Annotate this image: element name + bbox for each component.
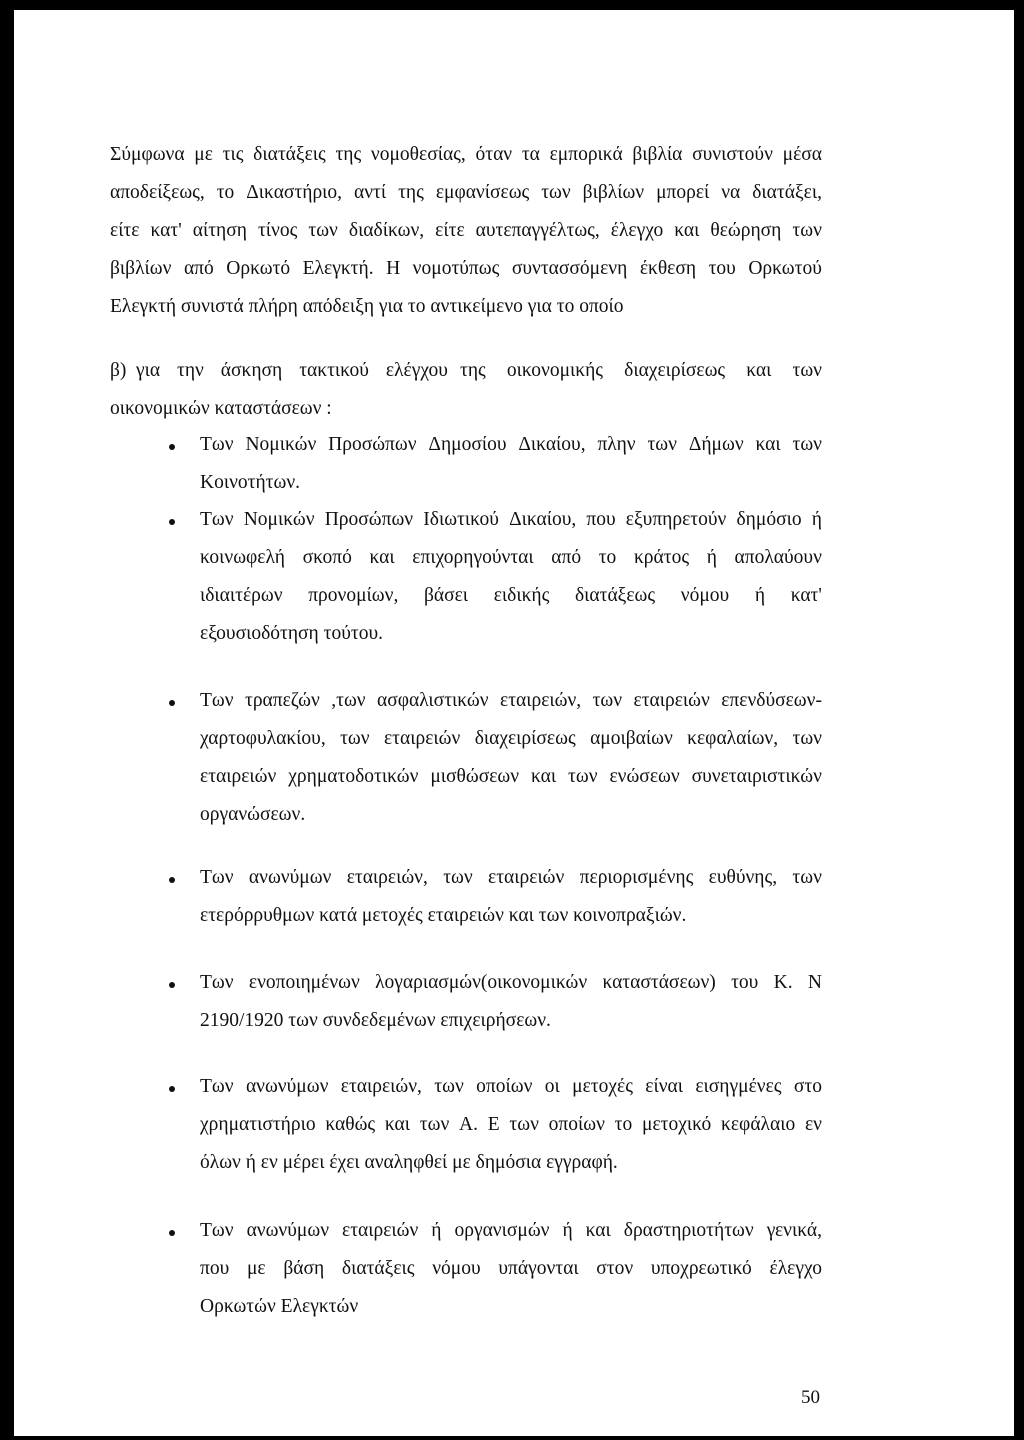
word: Ελεγκτή.	[302, 258, 374, 279]
word: μπορεί	[656, 182, 710, 203]
word: και	[384, 1114, 411, 1135]
word: και	[755, 434, 781, 455]
word: της	[398, 182, 424, 203]
word: αντί	[354, 182, 387, 203]
word: των	[509, 1114, 539, 1135]
word: ειδικής	[493, 585, 550, 606]
word: οι	[544, 1076, 560, 1097]
word: ή	[562, 1220, 573, 1241]
word: βιβλία	[632, 144, 683, 165]
word: των	[308, 220, 338, 241]
word: νομοτύπως	[412, 258, 500, 279]
word: μετοχές	[572, 1076, 633, 1097]
word: το	[614, 1114, 633, 1135]
word: Ε	[487, 1114, 500, 1135]
section-b-line1-left	[136, 360, 448, 382]
word: ανωνύμων	[246, 1220, 330, 1241]
word: διατάξεις	[253, 144, 326, 165]
word: κατ'	[790, 585, 822, 606]
intro-line-4	[110, 258, 822, 280]
word: εμπορικά	[549, 144, 623, 165]
word: κατ'	[150, 220, 182, 241]
word: της	[460, 360, 486, 381]
bullet-4-line-2: ετερόρρυθμων κατά μετοχές εταιρειών και των κοινοπραξιών.	[200, 905, 687, 926]
word: να	[721, 182, 741, 203]
bullet-2-line-3	[200, 585, 822, 607]
document-page	[14, 10, 1014, 1436]
section-b-line1-right	[460, 360, 822, 382]
bullet-dot-1	[169, 444, 175, 450]
word: τις	[222, 144, 244, 165]
word: Ιδιωτικού	[423, 509, 499, 530]
word: αυτεπαγγέλτως,	[475, 220, 600, 241]
bullet-2-line-1	[200, 509, 822, 531]
word: και	[585, 1220, 611, 1241]
word: Των	[200, 972, 234, 993]
bullet-5-line-1	[200, 972, 822, 994]
word: της	[335, 144, 362, 165]
intro-line-5: Ελεγκτή συνιστά πλήρη απόδειξη για το αντικείμενο για το οποίο	[110, 296, 624, 317]
word: εταιρειών,	[346, 867, 428, 888]
word: είναι	[645, 1076, 683, 1097]
word: ανωνύμων	[248, 867, 332, 888]
word: με	[246, 1258, 266, 1279]
word: οποίων	[476, 1076, 533, 1097]
word: πλην	[597, 434, 636, 455]
word: περιορισμένης	[579, 867, 694, 888]
word: Δικαίου,	[509, 509, 577, 530]
word: των	[792, 360, 822, 381]
word: Δήμων	[688, 434, 744, 455]
word: τακτικού	[299, 360, 369, 381]
word: οποίων	[548, 1114, 605, 1135]
word: εν	[804, 1114, 822, 1135]
word: ή	[754, 585, 766, 606]
word: των	[792, 220, 822, 241]
word: συνιστούν	[692, 144, 773, 165]
word: ασφαλιστικών	[377, 690, 489, 711]
word: εταιρειών,	[340, 1076, 422, 1097]
word: Η	[386, 258, 401, 279]
bullet-6-line-3: όλων ή εν μέρει έχει αναληφθεί με δημόσια εγγραφή.	[200, 1152, 618, 1173]
intro-line-3	[110, 220, 822, 242]
word: υποχρεωτικό	[650, 1258, 752, 1279]
word: διατάξεως	[574, 585, 656, 606]
word: όταν	[475, 144, 513, 165]
word: των	[340, 728, 370, 749]
section-b-marker: β)	[110, 360, 127, 381]
word: έλεγχο	[769, 1258, 822, 1279]
word: εταιρειών	[633, 690, 710, 711]
word: του	[731, 972, 759, 993]
word: διαδίκων,	[348, 220, 425, 241]
word: εταιρειών	[383, 728, 461, 749]
word: οικονομικής	[506, 360, 604, 381]
word: που	[200, 1258, 230, 1279]
word: ή	[431, 1220, 442, 1241]
word: οργανισμών	[454, 1220, 550, 1241]
word: Ν	[807, 972, 822, 993]
word: των	[647, 434, 677, 455]
bullet-6-line-1	[200, 1076, 822, 1098]
bullet-2-line-4: εξουσιοδότηση τούτου.	[200, 623, 383, 644]
word: Σύμφωνα	[110, 144, 185, 165]
word: Των	[200, 509, 234, 530]
word: τραπεζών	[244, 690, 320, 711]
word: και	[369, 547, 395, 568]
bullet-6-line-2	[200, 1114, 822, 1136]
word: δραστηριοτήτων	[623, 1220, 754, 1241]
bullet-dot-6	[169, 1086, 175, 1092]
bullet-7-line-3: Ορκωτών Ελεγκτών	[200, 1296, 359, 1317]
word: επιχορηγούνται	[412, 547, 534, 568]
word: Ορκωτό	[226, 258, 291, 279]
word: ελέγχου	[385, 360, 448, 381]
word: αμοιβαίων	[590, 728, 673, 749]
word: από	[183, 258, 214, 279]
word: βιβλίων	[110, 258, 172, 279]
word: αίτηση	[192, 220, 247, 241]
word: ή	[811, 509, 822, 530]
word: Α.	[459, 1114, 478, 1135]
word: άσκηση	[220, 360, 283, 381]
word: κράτος	[633, 547, 690, 568]
word: των	[792, 434, 822, 455]
word: καταστάσεων)	[602, 972, 716, 993]
word: λογαριασμών(οικονομικών	[375, 972, 588, 993]
word: κεφαλαίων,	[687, 728, 779, 749]
word: συνεταιριστικών	[691, 766, 822, 787]
word: Των	[200, 690, 234, 711]
word: τα	[521, 144, 540, 165]
word: και	[746, 360, 772, 381]
word: ,των	[331, 690, 366, 711]
word: εταιρειών	[200, 766, 277, 787]
word: μισθώσεων	[430, 766, 520, 787]
word: βάση	[283, 1258, 325, 1279]
word: των	[792, 728, 822, 749]
word: αποδείξεως,	[110, 182, 205, 203]
bullet-dot-7	[169, 1230, 175, 1236]
word: εταιρειών,	[500, 690, 582, 711]
word: που	[586, 509, 616, 530]
bullet-7-line-2	[200, 1258, 822, 1280]
word: εταιρειών	[342, 1220, 419, 1241]
word: στο	[793, 1076, 822, 1097]
word: Κ.	[773, 972, 793, 993]
word: θεώρηση	[710, 220, 782, 241]
word: κεφάλαιο	[721, 1114, 796, 1135]
word: και	[674, 220, 700, 241]
word: μετοχικό	[642, 1114, 712, 1135]
section-b-line2: οικονομικών καταστάσεων :	[110, 398, 332, 419]
bullet-3-line-4: οργανώσεων.	[200, 804, 306, 825]
word: γενικά,	[766, 1220, 822, 1241]
word: νόμου	[680, 585, 730, 606]
word: Δικαστήριο,	[246, 182, 343, 203]
intro-line-2	[110, 182, 822, 204]
word: το	[216, 182, 235, 203]
word: εισηγμένες	[695, 1076, 782, 1097]
word: Προσώπων	[324, 509, 414, 530]
word: υπάγονται	[498, 1258, 579, 1279]
word: Προσώπων	[328, 434, 417, 455]
word: ευθύνης,	[708, 867, 778, 888]
bullet-1-line-1	[200, 434, 822, 456]
bullet-dot-3	[169, 700, 175, 706]
bullet-dot-4	[169, 877, 175, 883]
word: των	[443, 867, 473, 888]
word: μέσα	[782, 144, 822, 165]
word: Των	[200, 867, 234, 888]
bullet-dot-2	[169, 519, 175, 525]
word: με	[194, 144, 213, 165]
word: απολαύουν	[734, 547, 822, 568]
word: Δικαίου,	[518, 434, 586, 455]
bullet-dot-5	[169, 982, 175, 988]
word: νομοθεσίας,	[370, 144, 466, 165]
intro-line-1	[110, 144, 822, 166]
word: εμφανίσεως	[435, 182, 530, 203]
word: διατάξεις	[341, 1258, 415, 1279]
word: Των	[200, 434, 234, 455]
word: ενοποιημένων	[248, 972, 360, 993]
bullet-5-line-2: 2190/1920 των συνδεδεμένων επιχειρήσεων.	[200, 1010, 551, 1031]
word: εξυπηρετούν	[625, 509, 727, 530]
bullet-4-line-1	[200, 867, 822, 889]
word: ανωνύμων	[245, 1076, 329, 1097]
word: ιδιαιτέρων	[200, 585, 283, 606]
word: των	[541, 182, 571, 203]
bullet-3-line-1	[200, 690, 822, 712]
word: ενώσεων	[609, 766, 680, 787]
word: επενδύσεων-	[721, 690, 822, 711]
word: διαχειρίσεως	[474, 728, 576, 749]
word: των	[419, 1114, 450, 1135]
word: το	[598, 547, 617, 568]
word: για	[136, 360, 161, 381]
word: Νομικών	[245, 434, 317, 455]
bullet-2-line-2	[200, 547, 822, 569]
word: καθώς	[325, 1114, 376, 1135]
word: στον	[596, 1258, 634, 1279]
word: είτε	[435, 220, 465, 241]
word: των	[592, 690, 623, 711]
bullet-7-line-1	[200, 1220, 822, 1242]
word: του	[708, 258, 736, 279]
word: και	[531, 766, 557, 787]
word: Ορκωτού	[748, 258, 822, 279]
word: νόμου	[432, 1258, 481, 1279]
word: Των	[200, 1220, 234, 1241]
word: σκοπό	[302, 547, 352, 568]
word: τίνος	[257, 220, 298, 241]
word: είτε	[110, 220, 140, 241]
word: συντασσόμενη	[511, 258, 628, 279]
word: χρηματοδοτικών	[288, 766, 419, 787]
word: διατάξει,	[752, 182, 822, 203]
word: Δημοσίου	[428, 434, 507, 455]
word: χαρτοφυλακίου,	[200, 728, 326, 749]
word: έλεγχο	[610, 220, 664, 241]
bullet-3-line-3	[200, 766, 822, 788]
word: δημόσιο	[736, 509, 802, 530]
page-number: 50	[801, 1387, 820, 1408]
bullet-3-line-2	[200, 728, 822, 750]
word: βάσει	[423, 585, 469, 606]
word: χρηματιστήριο	[200, 1114, 316, 1135]
word: των	[792, 867, 822, 888]
word: την	[177, 360, 204, 381]
word: έκθεση	[639, 258, 697, 279]
word: από	[551, 547, 582, 568]
word: προνομίων,	[308, 585, 399, 606]
word: Των	[200, 1076, 234, 1097]
word: ή	[706, 547, 717, 568]
word: Νομικών	[243, 509, 315, 530]
word: διαχειρίσεως	[624, 360, 726, 381]
word: βιβλίων	[582, 182, 645, 203]
word: κοινωφελή	[200, 547, 285, 568]
word: εταιρειών	[488, 867, 565, 888]
word: των	[568, 766, 598, 787]
bullet-1-line-2: Κοινοτήτων.	[200, 472, 301, 493]
word: των	[434, 1076, 464, 1097]
